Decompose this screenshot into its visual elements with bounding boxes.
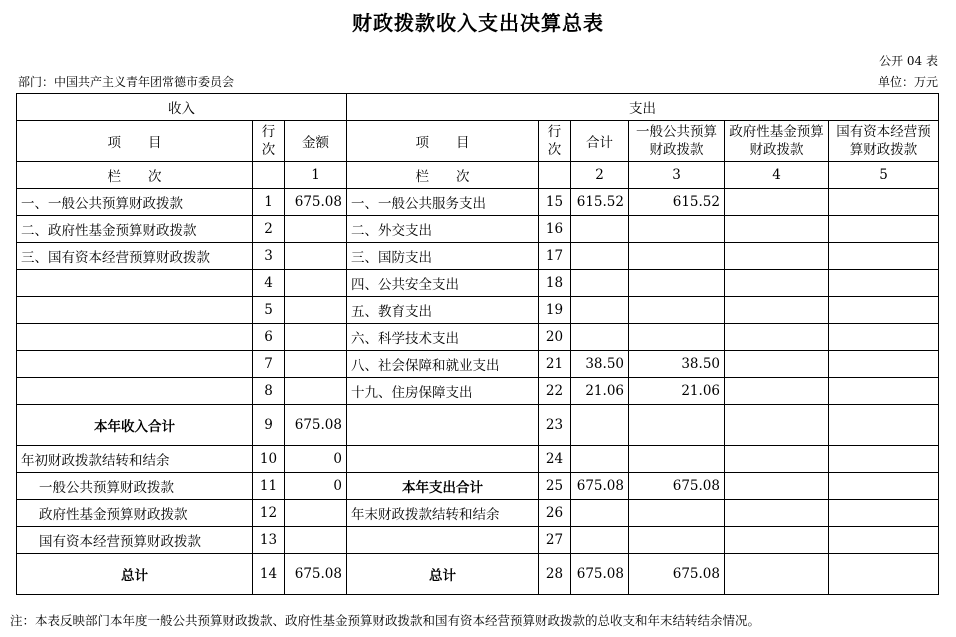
income-amount: 675.08 <box>285 405 347 446</box>
income-item: 本年收入合计 <box>17 405 253 446</box>
income-item <box>17 297 253 324</box>
total-amount <box>571 405 629 446</box>
general-budget-amount: 21.06 <box>629 378 725 405</box>
gov-fund-header: 政府性基金预算财政拨款 <box>725 121 829 162</box>
income-row-no: 12 <box>253 500 285 527</box>
state-capital-amount <box>829 216 939 243</box>
expense-row-no: 20 <box>539 324 571 351</box>
expense-row-no: 24 <box>539 446 571 473</box>
empty-cell <box>539 162 571 189</box>
table-row <box>17 297 939 324</box>
expense-row-no-header: 行次 <box>539 121 571 162</box>
table-row <box>17 446 939 473</box>
gov-fund-amount <box>725 405 829 446</box>
expense-row-no: 16 <box>539 216 571 243</box>
table-row <box>17 405 939 446</box>
general-budget-amount <box>629 216 725 243</box>
income-item: 二、政府性基金预算财政拨款 <box>17 216 253 243</box>
income-item <box>17 378 253 405</box>
total-amount: 21.06 <box>571 378 629 405</box>
general-budget-amount: 615.52 <box>629 189 725 216</box>
income-amount <box>285 297 347 324</box>
column-header-row <box>17 121 939 162</box>
general-budget-amount <box>629 324 725 351</box>
general-budget-amount <box>629 243 725 270</box>
income-row-no: 13 <box>253 527 285 554</box>
total-header: 合计 <box>571 121 629 162</box>
gov-fund-amount <box>725 351 829 378</box>
expense-col-label: 栏 次 <box>347 162 539 189</box>
total-amount: 675.08 <box>571 473 629 500</box>
expense-item: 二、外交支出 <box>347 216 539 243</box>
expense-row-no: 25 <box>539 473 571 500</box>
general-budget-amount: 675.08 <box>629 554 725 595</box>
expense-row-no: 27 <box>539 527 571 554</box>
general-budget-amount: 38.50 <box>629 351 725 378</box>
expense-row-no: 19 <box>539 297 571 324</box>
footnote: 注：本表反映部门本年度一般公共预算财政拨款、政府性基金预算财政拨款和国有资本经营预算财政拨款的总收支和年末结转结余情况。 <box>10 613 761 628</box>
col-number: 3 <box>629 162 725 189</box>
total-amount <box>571 324 629 351</box>
page-title: 财政拨款收入支出决算总表 <box>352 11 604 35</box>
income-item: 政府性基金预算财政拨款 <box>17 500 253 527</box>
gov-fund-amount <box>725 216 829 243</box>
income-amount <box>285 527 347 554</box>
income-amount <box>285 324 347 351</box>
income-row-no: 2 <box>253 216 285 243</box>
income-item: 国有资本经营预算财政拨款 <box>17 527 253 554</box>
income-item-header: 项 目 <box>17 121 253 162</box>
total-amount <box>571 500 629 527</box>
gov-fund-amount <box>725 554 829 595</box>
state-capital-amount <box>829 446 939 473</box>
income-item: 一、一般公共预算财政拨款 <box>17 189 253 216</box>
state-capital-amount <box>829 500 939 527</box>
table-row <box>17 270 939 297</box>
col-number: 1 <box>285 162 347 189</box>
total-amount: 38.50 <box>571 351 629 378</box>
gov-fund-amount <box>725 297 829 324</box>
income-amount <box>285 378 347 405</box>
unit-label: 单位：万元 <box>877 75 938 89</box>
income-amount: 0 <box>285 473 347 500</box>
section-header-row <box>17 94 939 121</box>
state-capital-header: 国有资本经营预算财政拨款 <box>829 121 939 162</box>
empty-cell <box>253 162 285 189</box>
expense-row-no: 23 <box>539 405 571 446</box>
table-row <box>17 527 939 554</box>
table-row <box>17 216 939 243</box>
income-row-no: 1 <box>253 189 285 216</box>
expense-item: 年末财政拨款结转和结余 <box>347 500 539 527</box>
state-capital-amount <box>829 270 939 297</box>
gov-fund-amount <box>725 500 829 527</box>
income-amount <box>285 500 347 527</box>
total-amount <box>571 446 629 473</box>
general-budget-amount: 675.08 <box>629 473 725 500</box>
total-amount <box>571 270 629 297</box>
income-item: 三、国有资本经营预算财政拨款 <box>17 243 253 270</box>
gov-fund-amount <box>725 446 829 473</box>
expense-header: 支出 <box>347 94 939 121</box>
expense-row-no: 17 <box>539 243 571 270</box>
table-row <box>17 243 939 270</box>
expense-row-no: 15 <box>539 189 571 216</box>
table-row <box>17 554 939 595</box>
income-amount <box>285 351 347 378</box>
expense-item <box>347 446 539 473</box>
state-capital-amount <box>829 527 939 554</box>
amount-header: 金额 <box>285 121 347 162</box>
expense-item: 一、一般公共服务支出 <box>347 189 539 216</box>
state-capital-amount <box>829 405 939 446</box>
total-amount <box>571 216 629 243</box>
expense-item: 六、科学技术支出 <box>347 324 539 351</box>
total-amount: 615.52 <box>571 189 629 216</box>
expense-row-no: 28 <box>539 554 571 595</box>
general-budget-amount <box>629 270 725 297</box>
state-capital-amount <box>829 324 939 351</box>
income-item <box>17 324 253 351</box>
income-row-no: 3 <box>253 243 285 270</box>
department-label: 部门：中国共产主义青年团常德市委员会 <box>18 75 235 89</box>
expense-item: 五、教育支出 <box>347 297 539 324</box>
table-row <box>17 189 939 216</box>
income-row-no: 14 <box>253 554 285 595</box>
gov-fund-amount <box>725 527 829 554</box>
col-number: 2 <box>571 162 629 189</box>
table-row <box>17 473 939 500</box>
expense-item: 本年支出合计 <box>347 473 539 500</box>
income-amount <box>285 270 347 297</box>
income-row-no: 9 <box>253 405 285 446</box>
general-budget-header: 一般公共预算财政拨款 <box>629 121 725 162</box>
income-row-no: 11 <box>253 473 285 500</box>
income-item: 一般公共预算财政拨款 <box>17 473 253 500</box>
expense-row-no: 18 <box>539 270 571 297</box>
expense-row-no: 22 <box>539 378 571 405</box>
income-row-no: 4 <box>253 270 285 297</box>
gov-fund-amount <box>725 324 829 351</box>
income-amount <box>285 243 347 270</box>
col-number: 4 <box>725 162 829 189</box>
income-item: 总计 <box>17 554 253 595</box>
income-item <box>17 270 253 297</box>
income-amount: 675.08 <box>285 189 347 216</box>
column-number-row <box>17 162 939 189</box>
expense-item: 十九、住房保障支出 <box>347 378 539 405</box>
state-capital-amount <box>829 297 939 324</box>
finance-summary-table <box>16 93 939 595</box>
state-capital-amount <box>829 473 939 500</box>
gov-fund-amount <box>725 473 829 500</box>
total-amount <box>571 527 629 554</box>
table-row <box>17 500 939 527</box>
expense-row-no: 21 <box>539 351 571 378</box>
general-budget-amount <box>629 500 725 527</box>
state-capital-amount <box>829 554 939 595</box>
state-capital-amount <box>829 243 939 270</box>
general-budget-amount <box>629 446 725 473</box>
expense-row-no: 26 <box>539 500 571 527</box>
expense-item: 四、公共安全支出 <box>347 270 539 297</box>
state-capital-amount <box>829 378 939 405</box>
table-row <box>17 324 939 351</box>
total-amount <box>571 297 629 324</box>
income-item: 年初财政拨款结转和结余 <box>17 446 253 473</box>
expense-item-header: 项 目 <box>347 121 539 162</box>
expense-item: 八、社会保障和就业支出 <box>347 351 539 378</box>
general-budget-amount <box>629 297 725 324</box>
table-row <box>17 378 939 405</box>
income-row-no-header: 行次 <box>253 121 285 162</box>
expense-item <box>347 405 539 446</box>
table-number: 公开 04 表 <box>879 54 938 68</box>
table-row <box>17 351 939 378</box>
income-row-no: 5 <box>253 297 285 324</box>
income-item <box>17 351 253 378</box>
total-amount: 675.08 <box>571 554 629 595</box>
expense-item <box>347 527 539 554</box>
income-row-no: 6 <box>253 324 285 351</box>
gov-fund-amount <box>725 378 829 405</box>
general-budget-amount <box>629 405 725 446</box>
income-amount: 675.08 <box>285 554 347 595</box>
gov-fund-amount <box>725 243 829 270</box>
gov-fund-amount <box>725 189 829 216</box>
income-amount <box>285 216 347 243</box>
income-row-no: 8 <box>253 378 285 405</box>
state-capital-amount <box>829 351 939 378</box>
expense-item: 总计 <box>347 554 539 595</box>
gov-fund-amount <box>725 270 829 297</box>
income-col-label: 栏 次 <box>17 162 253 189</box>
general-budget-amount <box>629 527 725 554</box>
state-capital-amount <box>829 189 939 216</box>
income-row-no: 7 <box>253 351 285 378</box>
expense-item: 三、国防支出 <box>347 243 539 270</box>
total-amount <box>571 243 629 270</box>
income-amount: 0 <box>285 446 347 473</box>
col-number: 5 <box>829 162 939 189</box>
income-header: 收入 <box>17 94 347 121</box>
income-row-no: 10 <box>253 446 285 473</box>
